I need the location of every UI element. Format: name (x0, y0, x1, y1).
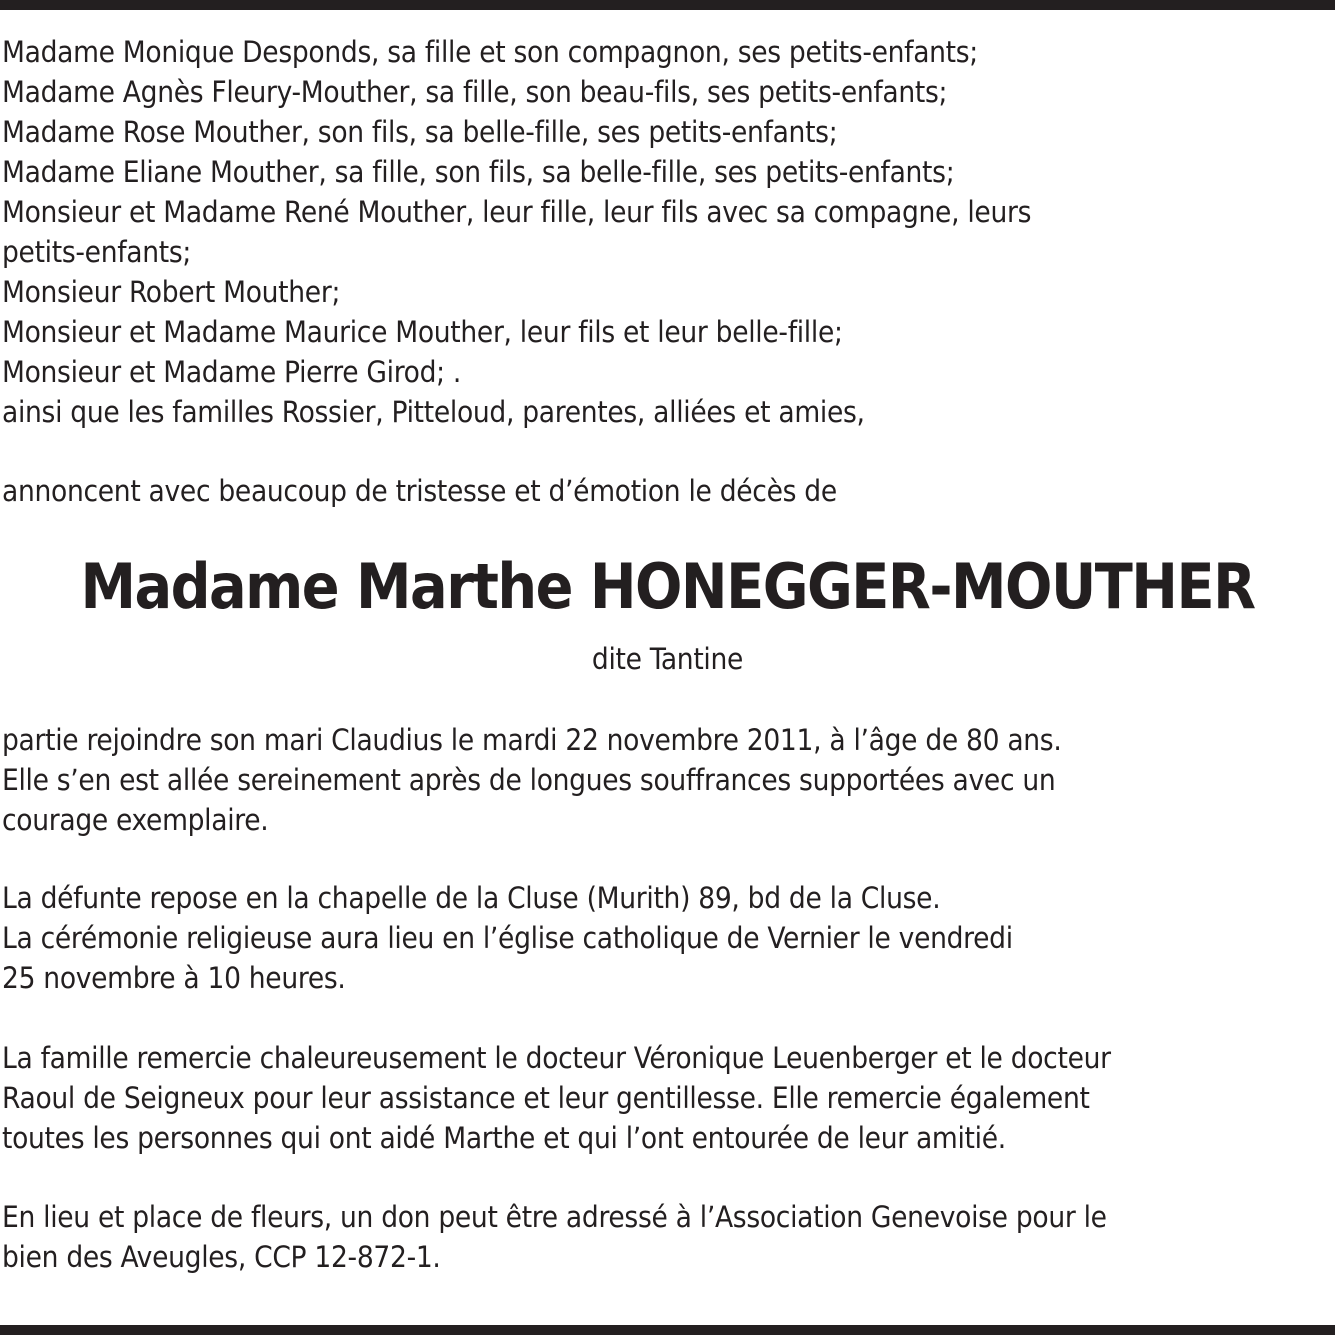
family-line: Monsieur et Madame Pierre Girod; . (2, 355, 462, 389)
family-line: ainsi que les familles Rossier, Pitteloud, parentes, alliées et amies, (2, 395, 865, 429)
paragraph-line: bien des Aveugles, CCP 12-872-1. (2, 1240, 441, 1274)
paragraph-thanks (2, 1038, 1322, 1158)
top-border-rule (0, 0, 1335, 10)
paragraph-line: partie rejoindre son mari Claudius le mardi 22 novembre 2011, à l’âge de 80 ans. (2, 723, 1062, 757)
family-list (2, 32, 1302, 432)
announcement-text: annoncent avec beaucoup de tristesse et d’émotion le décès de (2, 474, 837, 508)
family-line: petits-enfants; (2, 235, 192, 269)
deceased-alias: dite Tantine (591, 642, 744, 676)
paragraph-line: En lieu et place de fleurs, un don peut être adressé à l’Association Genevoise pour le (2, 1200, 1107, 1234)
bottom-border-rule (0, 1325, 1335, 1335)
paragraph-donation (2, 1197, 1322, 1277)
family-line: Monsieur et Madame René Mouther, leur fille, leur fils avec sa compagne, leurs (2, 195, 1032, 229)
paragraph-line: toutes les personnes qui ont aidé Marthe et qui l’ont entourée de leur amitié. (2, 1121, 1006, 1155)
family-line: Madame Agnès Fleury-Mouther, sa fille, son beau-fils, ses petits-enfants; (2, 75, 948, 109)
paragraph-line: La famille remercie chaleureusement le docteur Véronique Leuenberger et le docteur (2, 1041, 1111, 1075)
family-line: Monsieur et Madame Maurice Mouther, leur fils et leur belle-fille; (2, 315, 843, 349)
paragraph-line: Elle s’en est allée sereinement après de longues souffrances supportées avec un (2, 763, 1056, 797)
paragraph-line: La défunte repose en la chapelle de la Cluse (Murith) 89, bd de la Cluse. (2, 881, 941, 915)
paragraph-death-details (2, 720, 1322, 840)
paragraph-line: courage exemplaire. (2, 803, 269, 837)
family-line: Madame Eliane Mouther, sa fille, son fils, sa belle-fille, ses petits-enfants; (2, 155, 955, 189)
paragraph-line: Raoul de Seigneux pour leur assistance et leur gentillesse. Elle remercie également (2, 1081, 1090, 1115)
paragraph-line: 25 novembre à 10 heures. (2, 961, 346, 995)
paragraph-ceremony (2, 878, 1322, 998)
paragraph-line: La cérémonie religieuse aura lieu en l’église catholique de Vernier le vendredi (2, 921, 1013, 955)
family-line: Monsieur Robert Mouther; (2, 275, 341, 309)
deceased-name: Madame Marthe HONEGGER-MOUTHER (80, 550, 1255, 623)
family-line: Madame Rose Mouther, son fils, sa belle-fille, ses petits-enfants; (2, 115, 838, 149)
family-line: Madame Monique Desponds, sa fille et son compagnon, ses petits-enfants; (2, 35, 978, 69)
